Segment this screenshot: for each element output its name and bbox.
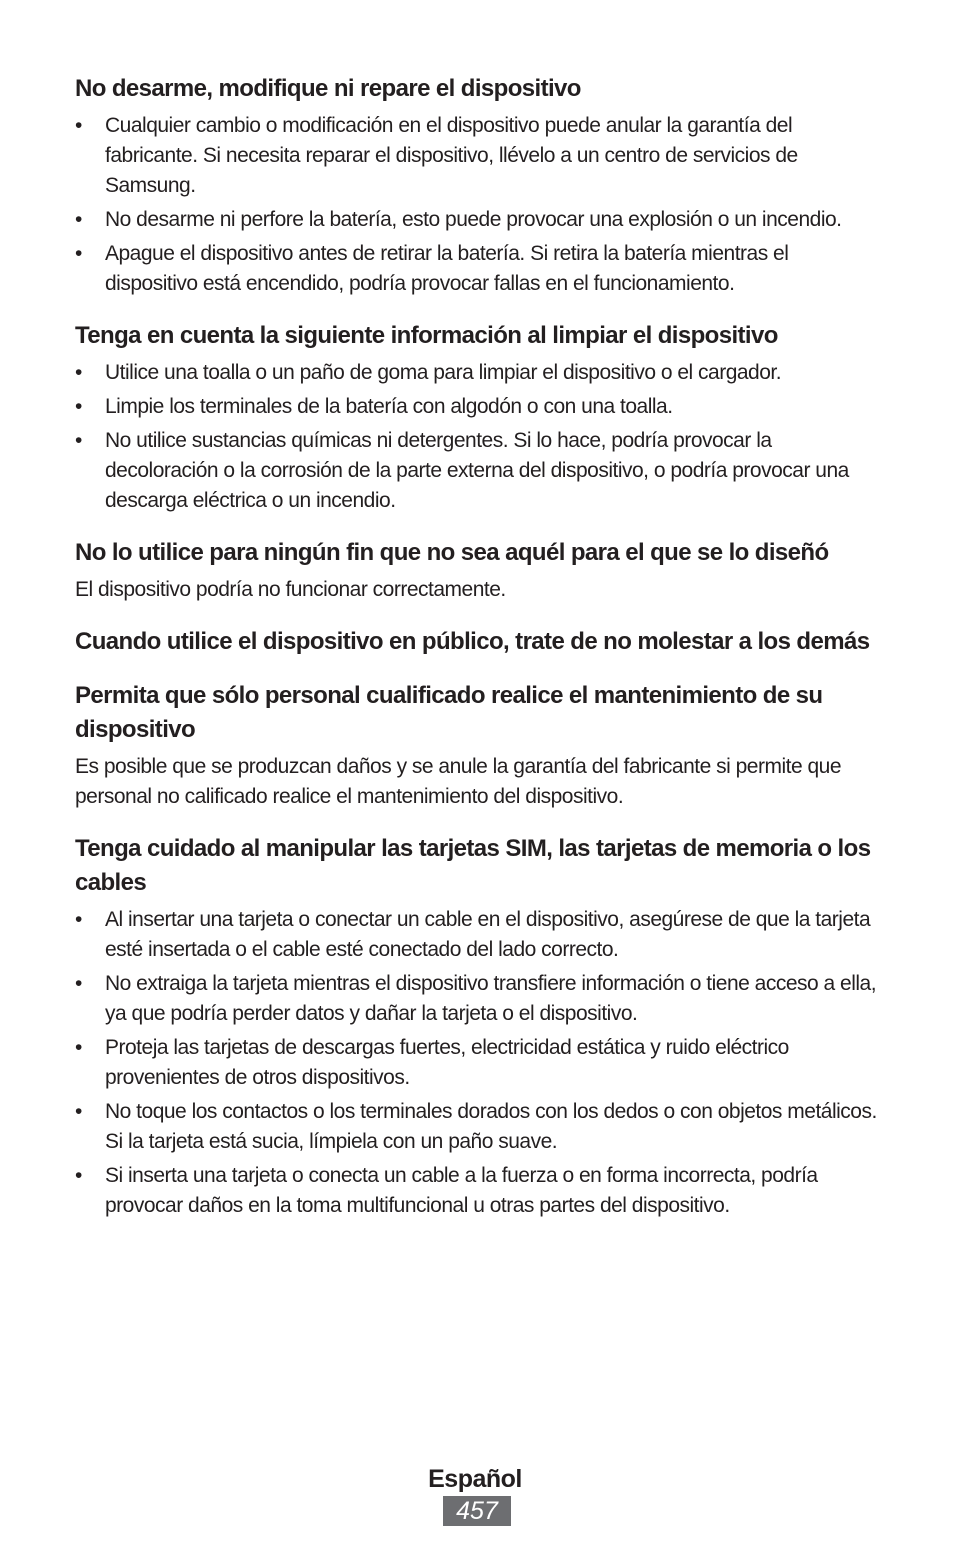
manual-page-content (75, 72, 885, 1225)
bullet-list (75, 905, 885, 1221)
list-item (75, 1097, 885, 1157)
list-item (75, 1161, 885, 1221)
list-item (75, 905, 885, 965)
page-footer (0, 1462, 954, 1526)
list-item-text: Al insertar una tarjeta o conectar un cable en el dispositivo, asegúrese de que la tarjeta esté insertada o el cable esté conectado del lado correcto. (105, 908, 871, 961)
section-heading: Tenga en cuenta la siguiente información al limpiar el dispositivo (75, 322, 778, 349)
bullet-list (75, 111, 885, 299)
bullet-icon: • (75, 1100, 82, 1123)
bullet-icon: • (75, 395, 82, 418)
list-item-text: No desarme ni perfore la batería, esto puede provocar una explosión o un incendio. (105, 208, 842, 231)
list-item (75, 1033, 885, 1093)
bullet-icon: • (75, 429, 82, 452)
section-uso-publico (75, 625, 885, 659)
list-item-text: Limpie los terminales de la batería con algodón o con una toalla. (105, 395, 673, 418)
list-item-text: Proteja las tarjetas de descargas fuertes, electricidad estática y ruido eléctrico provenientes de otros dispositivos. (105, 1036, 789, 1089)
section-limpiar (75, 319, 885, 516)
bullet-list (75, 358, 885, 516)
list-item-text: No extraiga la tarjeta mientras el dispositivo transfiere información o tiene acceso a ella, ya que podría perder datos y dañar la tarjeta o el dispositivo. (105, 972, 877, 1025)
section-heading: Tenga cuidado al manipular las tarjetas SIM, las tarjetas de memoria o los cables (75, 835, 871, 896)
footer-language: Español (428, 1465, 522, 1493)
bullet-icon: • (75, 1036, 82, 1059)
list-item-text: No utilice sustancias químicas ni detergentes. Si lo hace, podría provocar la decoloración o la corrosión de la parte externa del dispositivo, o podría provocar una descarga eléctrica o un incendio. (105, 429, 849, 512)
page-number: 457 (443, 1496, 511, 1526)
list-item (75, 358, 885, 388)
bullet-icon: • (75, 908, 82, 931)
bullet-icon: • (75, 208, 82, 231)
list-item-text: Utilice una toalla o un paño de goma para limpiar el dispositivo o el cargador. (105, 361, 782, 384)
bullet-icon: • (75, 114, 82, 137)
section-heading: Cuando utilice el dispositivo en público, trate de no molestar a los demás (75, 628, 870, 655)
bullet-icon: • (75, 242, 82, 265)
list-item-text: Si inserta una tarjeta o conecta un cable a la fuerza o en forma incorrecta, podría provocar daños en la toma multifuncional u otras partes del dispositivo. (105, 1164, 818, 1217)
list-item (75, 239, 885, 299)
section-uso-previsto (75, 536, 885, 605)
section-paragraph: El dispositivo podría no funcionar correctamente. (75, 578, 506, 601)
list-item (75, 205, 885, 235)
list-item (75, 111, 885, 201)
bullet-icon: • (75, 361, 82, 384)
section-mantenimiento (75, 679, 885, 812)
section-heading: Permita que sólo personal cualificado realice el mantenimiento de su dispositivo (75, 682, 823, 743)
list-item (75, 426, 885, 516)
section-heading: No desarme, modifique ni repare el dispositivo (75, 75, 581, 102)
section-heading: No lo utilice para ningún fin que no sea aquél para el que se lo diseñó (75, 539, 829, 566)
list-item (75, 969, 885, 1029)
list-item-text: Cualquier cambio o modificación en el dispositivo puede anular la garantía del fabricante. Si necesita reparar el dispositivo, llévelo a un centro de servicios de Samsung. (105, 114, 798, 197)
bullet-icon: • (75, 972, 82, 995)
section-no-desarme (75, 72, 885, 299)
list-item-text: Apague el dispositivo antes de retirar la batería. Si retira la batería mientras el dispositivo está encendido, podría provocar fallas en el funcionamiento. (105, 242, 789, 295)
section-tarjetas-cables (75, 832, 885, 1221)
list-item-text: No toque los contactos o los terminales dorados con los dedos o con objetos metálicos. Si la tarjeta está sucia, límpiela con un paño suave. (105, 1100, 877, 1153)
list-item (75, 392, 885, 422)
section-paragraph: Es posible que se produzcan daños y se anule la garantía del fabricante si permite que personal no calificado realice el mantenimiento del dispositivo. (75, 755, 842, 808)
bullet-icon: • (75, 1164, 82, 1187)
